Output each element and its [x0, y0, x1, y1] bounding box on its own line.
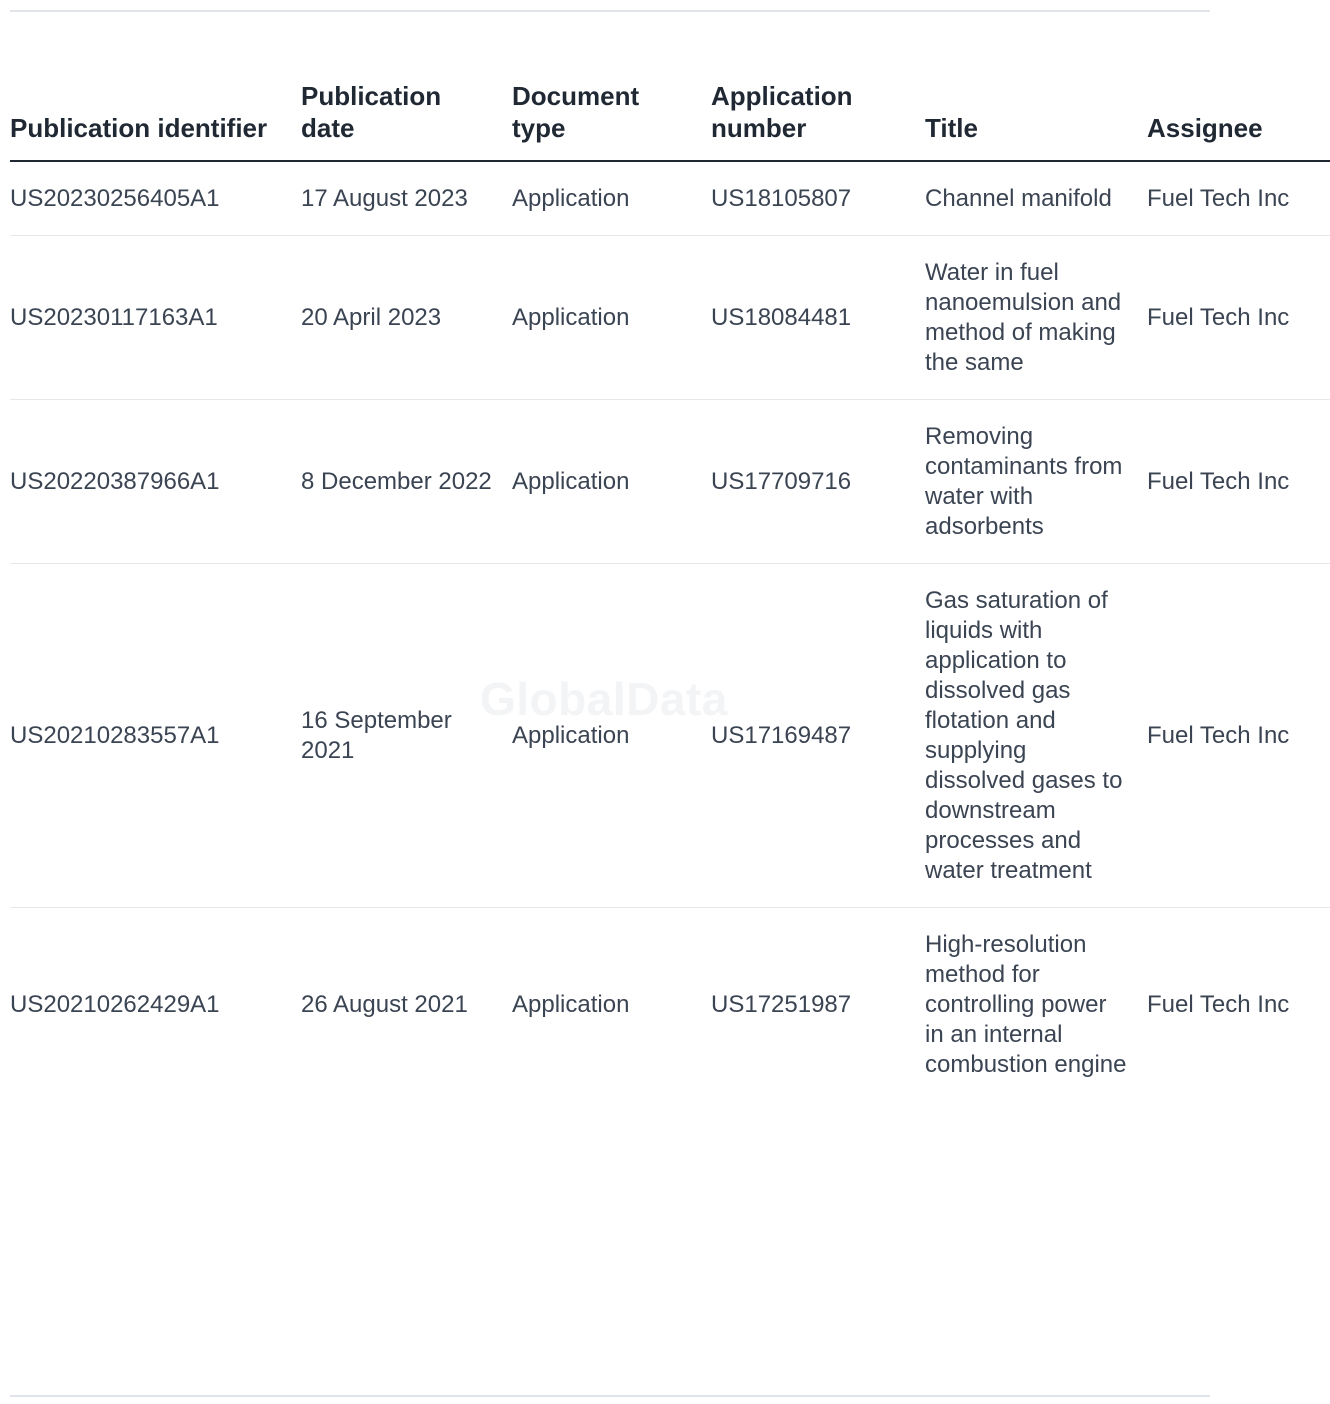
patent-table-container: [10, 10, 1290, 1397]
watermark: GlobalData: [480, 673, 728, 725]
cell-publication-date: 20 April 2023: [301, 236, 512, 400]
cell-assignee: Fuel Tech Inc: [1147, 991, 1290, 1018]
cell-title: Gas saturation of liquids with application to dissolved gas flotation and supplying dissolved gases to downstream processes and water treatment: [925, 564, 1147, 908]
cell-assignee: Fuel Tech Inc: [1147, 236, 1330, 400]
patents-table: [10, 80, 1330, 1101]
cell-publication-identifier: US20230256405A1: [10, 161, 301, 236]
header-row: [10, 80, 1330, 161]
cell-application-number: US17251987: [711, 991, 852, 1018]
cell-title: Channel manifold: [925, 161, 1147, 236]
cell-publication-date: 17 August 2023: [301, 161, 512, 236]
cell-publication-date: 26 August 2021: [301, 991, 468, 1018]
cell-document-type: Application: [512, 564, 711, 908]
cell-application-number: US17709716: [711, 400, 925, 564]
table-row: [10, 161, 1330, 236]
header-publication-date: Publication date: [301, 80, 512, 161]
cell-title: Removing contaminants from water with adsorbents: [925, 400, 1147, 564]
table-row: [10, 400, 1330, 564]
table-row: [10, 564, 1330, 908]
header-publication-identifier: Publication identifier: [10, 80, 301, 161]
cell-document-type: Application: [512, 161, 711, 236]
header-assignee: Assignee: [1147, 80, 1330, 161]
cell-publication-identifier: US20230117163A1: [10, 236, 301, 400]
cell-document-type: Application: [512, 400, 711, 564]
header-title: Title: [925, 80, 1147, 161]
cell-publication-date: 8 December 2022: [301, 400, 512, 564]
table-row: [10, 908, 1330, 1102]
header-application-number: Application number: [711, 80, 925, 161]
cell-application-number: US18084481: [711, 236, 925, 400]
cell-publication-identifier: US20210262429A1: [10, 991, 220, 1018]
cell-assignee: Fuel Tech Inc: [1147, 564, 1330, 908]
cell-application-number: US17169487: [711, 564, 925, 908]
cell-publication-date: 16 September 2021: [301, 564, 512, 908]
table-body: [10, 161, 1330, 1101]
table-row: [10, 236, 1330, 400]
cell-assignee: Fuel Tech Inc: [1147, 161, 1330, 236]
cell-application-number: US18105807: [711, 161, 925, 236]
cell-document-type: Application: [512, 236, 711, 400]
header-document-type: Document type: [512, 80, 711, 161]
cell-title: High-resolution method for controlling power in an internal combustion engine: [925, 931, 1127, 1078]
cell-publication-identifier: US20220387966A1: [10, 400, 301, 564]
cell-title: Water in fuel nanoemulsion and method of making the same: [925, 236, 1147, 400]
cell-document-type: Application: [512, 991, 630, 1018]
cell-assignee: Fuel Tech Inc: [1147, 400, 1330, 564]
table-header: [10, 80, 1330, 161]
cell-publication-identifier: US20210283557A1: [10, 564, 301, 908]
